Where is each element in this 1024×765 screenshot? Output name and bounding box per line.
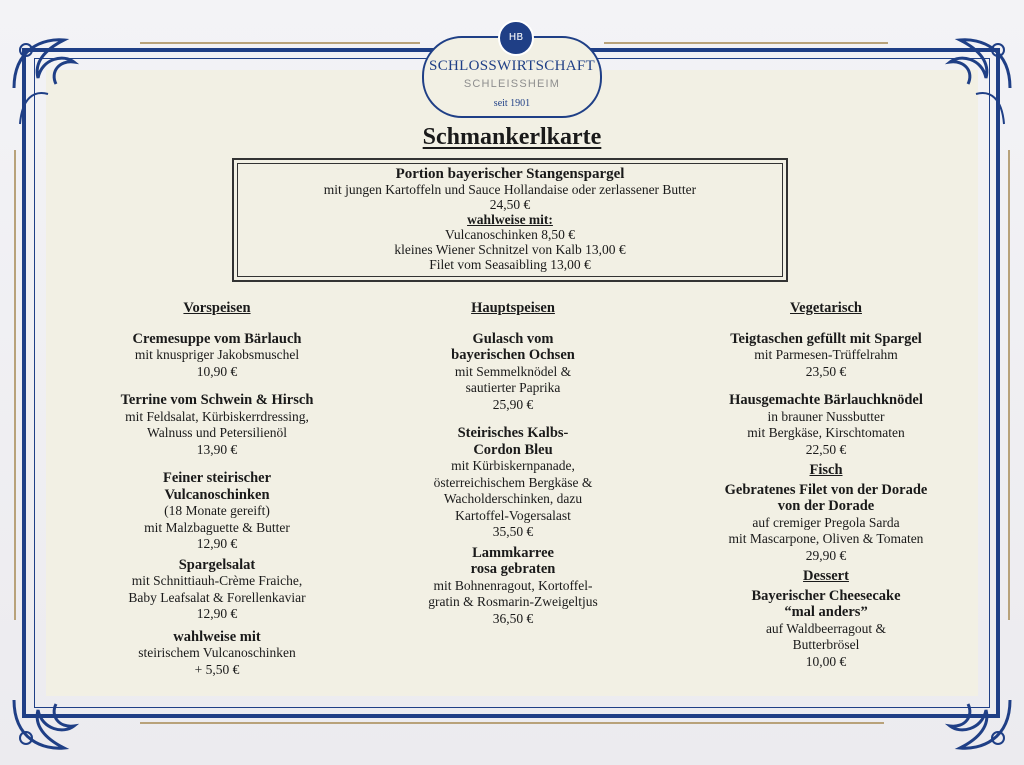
special-price: 24,50 € — [489, 197, 531, 212]
special-option: Filet vom Seasaibling 13,00 € — [429, 257, 591, 272]
special-desc: mit jungen Kartoffeln und Sauce Hollandaise oder zerlassener Butter — [323, 182, 697, 197]
column-vegetarisch-fisch-dessert — [686, 300, 966, 682]
dish-item: Teigtaschen gefüllt mit Spargel mit Parmesen-Trüffelrahm 23,50 € — [730, 330, 922, 379]
gold-rule-top-right — [604, 42, 888, 44]
corner-ornament-top-left-icon — [4, 28, 114, 138]
special-name: Portion bayerischer Stangenspargel — [395, 166, 625, 182]
gold-rule-top-left — [140, 42, 420, 44]
logo-since: seit 1901 — [493, 98, 531, 109]
dish-item: Gulasch vom bayerischen Ochsen mit Semmelknödel & sautierter Paprika 25,90 € — [451, 330, 575, 412]
dish-item: wahlweise mit steirischem Vulcanoschinken + 5,50 € — [138, 628, 296, 677]
gold-rule-right — [1008, 150, 1010, 620]
column-hauptspeisen — [398, 300, 628, 639]
dish-item: Spargelsalat mit Schnittiauh-Crème Fraiche, Baby Leafsalat & Forellenkaviar 12,90 € — [128, 556, 306, 621]
logo-name: SCHLOSSWIRTSCHAFT — [429, 58, 595, 74]
dish-item: Gebratenes Filet von der Dorade von der Dorade auf cremiger Pregola Sarda mit Mascarpone, Oliven & Tomaten 29,90 € — [724, 481, 928, 563]
gold-rule-left — [14, 150, 16, 620]
hb-emblem-icon: HB — [498, 20, 534, 56]
section-heading-vorspeisen: Vorspeisen — [183, 300, 251, 316]
special-options-heading: wahlweise mit: — [467, 212, 553, 227]
dish-item: Bayerischer Cheesecake “mal anders” auf Waldbeerragout & Butterbrösel 10,00 € — [751, 587, 901, 669]
dish-item: Hausgemachte Bärlauchknödel in brauner Nussbutter mit Bergkäse, Kirschtomaten 22,50 € — [729, 392, 923, 457]
special-box — [232, 158, 788, 282]
menu-title: Schmankerlkarte — [422, 124, 602, 150]
special-option: Vulcanoschinken 8,50 € — [444, 227, 576, 242]
special-option: kleines Wiener Schnitzel von Kalb 13,00 € — [394, 242, 626, 257]
dish-item: Terrine vom Schwein & Hirsch mit Feldsalat, Kürbiskerrdressing, Walnuss und Petersilienöl 13,90 € — [120, 392, 314, 457]
dish-item: Lammkarree rosa gebraten mit Bohnenragout, Kortoffel- gratin & Rosmarin-Zweigeltjus 36,50 € — [428, 544, 598, 626]
corner-ornament-top-right-icon — [910, 28, 1020, 138]
dish-item: Steirisches Kalbs- Cordon Bleu mit Kürbiskernpanade, österreichischem Bergkäse & Wacholderschinken, dazu Kartoffel-Vogersalast 35,50 € — [433, 425, 593, 539]
section-heading-dessert: Dessert — [803, 568, 849, 584]
column-vorspeisen — [92, 300, 342, 690]
gold-rule-bottom — [140, 722, 884, 724]
dish-item: Cremesuppe vom Bärlauch mit knuspriger Jakobsmuschel 10,90 € — [132, 330, 302, 379]
section-heading-vegetarisch: Vegetarisch — [790, 300, 862, 316]
restaurant-logo — [422, 32, 602, 118]
section-heading-hauptspeisen: Hauptspeisen — [471, 300, 555, 316]
dish-item: Feiner steirischer Vulcanoschinken (18 Monate gereift) mit Malzbaguette & Butter 12,90 € — [144, 470, 290, 551]
section-heading-fisch: Fisch — [809, 462, 843, 478]
logo-subtitle: SCHLEISSHEIM — [463, 78, 561, 90]
